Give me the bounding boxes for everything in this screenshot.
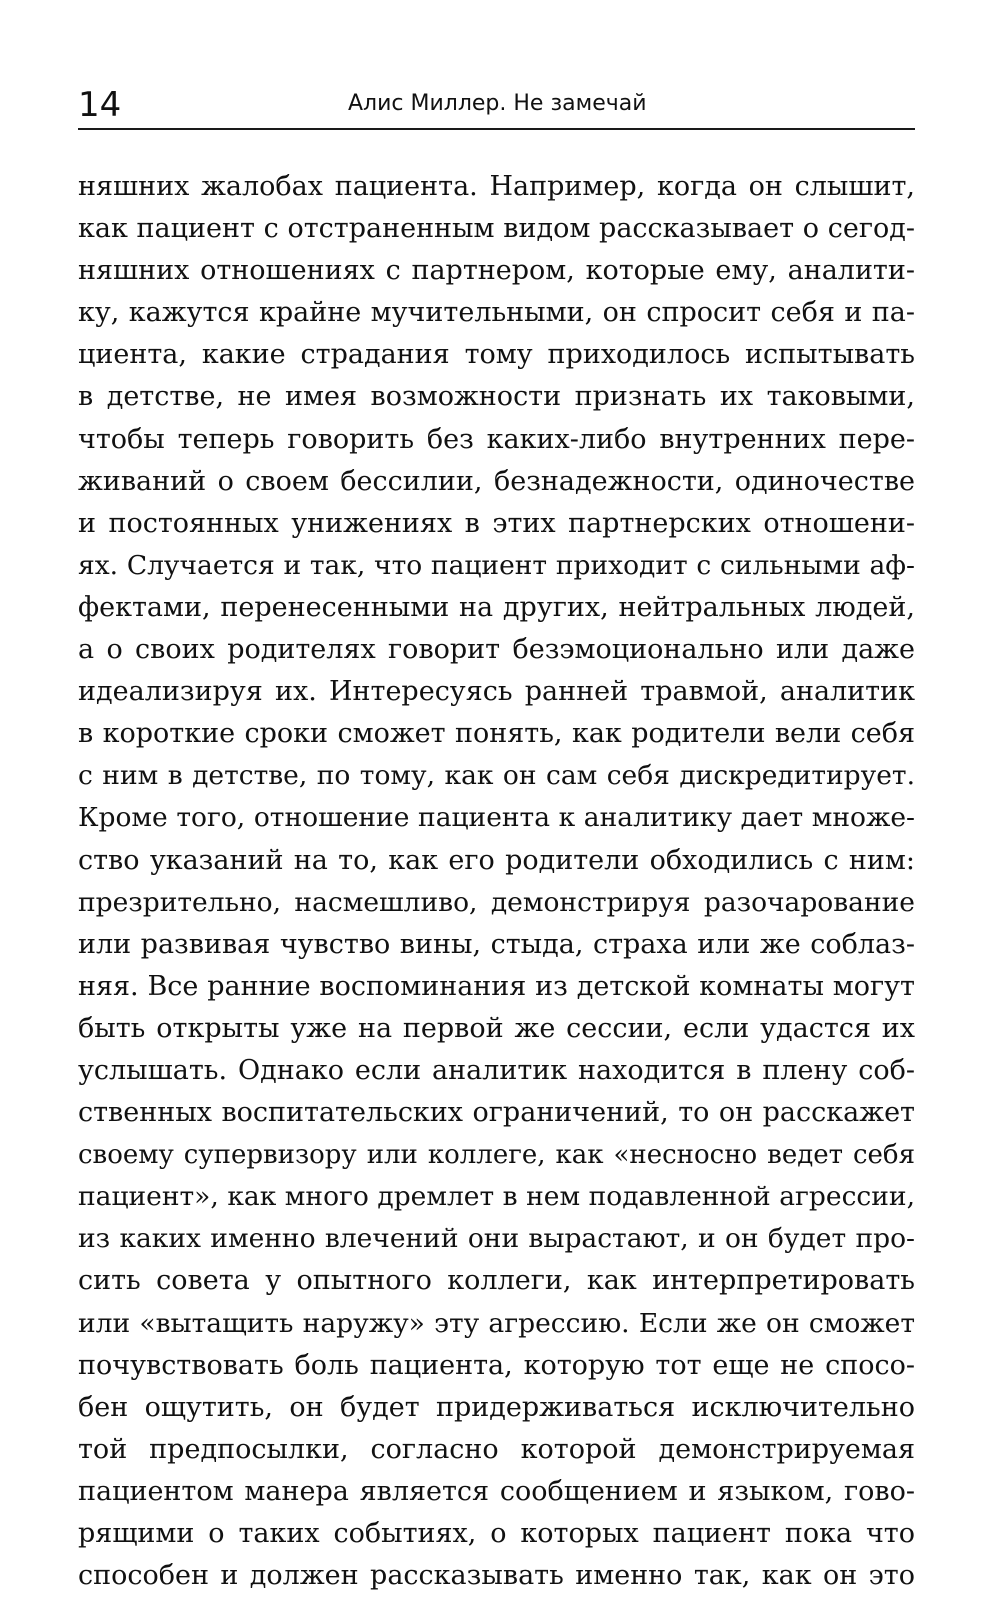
text-line: пациентом манера является сообщением и языком, гово- (78, 1475, 915, 1507)
text-line: и постоянных унижениях в этих партнерских отношени- (78, 507, 915, 539)
text-line: живаний о своем бессилии, безнадежности, одиночестве (78, 465, 915, 497)
text-line: способен и должен рассказывать именно так, как он это (78, 1560, 915, 1592)
body-text (78, 166, 915, 1597)
text-line: быть открыты уже на первой же сессии, если удастся их (78, 1012, 915, 1044)
text-line: своему супервизору или коллеге, как «несносно ведет себя (78, 1140, 915, 1171)
text-line: или развивая чувство вины, стыда, страха или же соблаз- (78, 928, 915, 960)
text-line: ство указаний на то, как его родители обходились с ним: (78, 844, 915, 876)
text-line: той предпосылки, согласно которой демонстрируемая (78, 1433, 915, 1465)
text-line: фектами, перенесенными на других, нейтральных людей, (78, 591, 915, 623)
text-line: Кроме того, отношение пациента к аналитику дает множе- (78, 802, 915, 834)
text-line: презрительно, насмешливо, демонстрируя разочарование (78, 886, 915, 918)
text-line: няя. Все ранние воспоминания из детской комнаты могут (78, 970, 915, 1002)
text-line: в детстве, не имея возможности признать их таковыми, (78, 381, 915, 413)
text-line: идеализируя их. Интересуясь ранней травмой, аналитик (78, 676, 915, 708)
text-line: почувствовать боль пациента, которую тот еще не спосо- (78, 1349, 915, 1381)
text-line: ях. Случается и так, что пациент приходит с сильными аф- (78, 549, 915, 581)
text-line: няшних жалобах пациента. Например, когда он слышит, (78, 171, 915, 202)
text-line: бен ощутить, он будет придерживаться исключительно (78, 1391, 915, 1423)
text-line: а о своих родителях говорит безэмоционально или даже (78, 634, 915, 666)
text-line: с ним в детстве, по тому, как он сам себя дискредитирует. (78, 760, 915, 792)
text-line: в короткие сроки сможет понять, как родители вели себя (78, 718, 915, 750)
text-line: из каких именно влечений они вырастают, и он будет про- (78, 1223, 915, 1255)
text-line: рящими о таких событиях, о которых пациент пока что (78, 1518, 915, 1549)
running-head: Алис Миллер. Не замечай (348, 91, 647, 116)
text-line: услышать. Однако если аналитик находится в плену соб- (78, 1054, 915, 1086)
text-line: циента, какие страдания тому приходилось испытывать (78, 339, 915, 371)
page-header (78, 82, 915, 130)
text-line: сить совета у опытного коллеги, как интерпретировать (78, 1265, 915, 1297)
text-line: ственных воспитательских ограничений, то он расскажет (78, 1097, 915, 1129)
page-number: 14 (78, 85, 122, 125)
text-line: ку, кажутся крайне мучительными, он спросит себя и па- (78, 297, 915, 329)
text-line: няшних отношениях с партнером, которые ему, аналити- (78, 255, 915, 287)
text-line: пациент», как много дремлет в нем подавленной агрессии, (78, 1181, 915, 1213)
text-line: или «вытащить наружу» эту агрессию. Если же он сможет (78, 1307, 915, 1339)
text-line: как пациент с отстраненным видом рассказывает о сегод- (78, 213, 915, 245)
text-line: чтобы теперь говорить без каких-либо внутренних пере- (78, 423, 915, 455)
